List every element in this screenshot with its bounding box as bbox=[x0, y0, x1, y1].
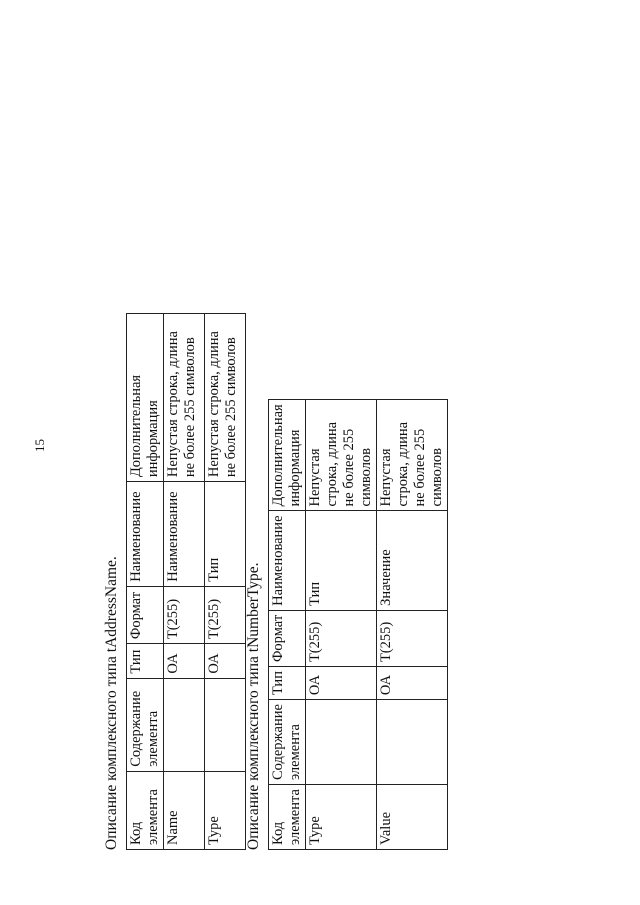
cell-name: Тип bbox=[205, 482, 246, 587]
cell-additional-info: Непустая строка, длина не более 255 символов bbox=[306, 400, 377, 511]
header-type: Тип bbox=[269, 667, 306, 700]
header-format: Формат bbox=[127, 586, 164, 643]
header-element-content: Содержание элемента bbox=[269, 700, 306, 785]
cell-element-code: Value bbox=[377, 785, 448, 850]
page-number: 15 bbox=[32, 439, 47, 452]
table-row bbox=[306, 400, 377, 850]
cell-type: ОА bbox=[164, 644, 205, 679]
cell-name: Наименование bbox=[164, 482, 205, 587]
header-name: Наименование bbox=[269, 511, 306, 610]
cell-format: T(255) bbox=[377, 610, 448, 666]
cell-additional-info: Непустая строка, длина не более 255 символов bbox=[205, 314, 246, 482]
table-header-row bbox=[269, 400, 306, 850]
table-caption: Описание комплексного типа tAddressName. bbox=[103, 556, 120, 850]
cell-name: Тип bbox=[306, 511, 377, 610]
table-block-address-name bbox=[103, 313, 246, 850]
header-name: Наименование bbox=[127, 482, 164, 587]
table-row bbox=[205, 314, 246, 850]
header-additional-info: Дополнительная информация bbox=[269, 400, 306, 511]
cell-format: T(255) bbox=[205, 586, 246, 643]
cell-element-content bbox=[205, 678, 246, 771]
cell-format: T(255) bbox=[164, 586, 205, 643]
cell-element-code: Name bbox=[164, 771, 205, 849]
table-header-row bbox=[127, 314, 164, 850]
header-element-code: Код элемента bbox=[127, 771, 164, 849]
header-additional-info: Дополнительная информация bbox=[127, 314, 164, 482]
cell-element-code: Type bbox=[205, 771, 246, 849]
header-format: Формат bbox=[269, 610, 306, 666]
table-block-number-type bbox=[245, 399, 448, 850]
table-caption: Описание комплексного типа tNumberType. bbox=[245, 562, 262, 850]
cell-element-content bbox=[164, 678, 205, 771]
cell-type: ОА bbox=[306, 667, 377, 700]
header-element-code: Код элемента bbox=[269, 785, 306, 850]
cell-format: T(255) bbox=[306, 610, 377, 666]
cell-additional-info: Непустая строка, длина не более 255 символов bbox=[164, 314, 205, 482]
header-element-content: Содержание элемента bbox=[127, 678, 164, 771]
cell-element-content bbox=[306, 700, 377, 785]
cell-type: ОА bbox=[205, 644, 246, 679]
spec-table-address-name bbox=[126, 313, 246, 850]
table-row bbox=[377, 400, 448, 850]
cell-element-content bbox=[377, 700, 448, 785]
cell-name: Значение bbox=[377, 511, 448, 610]
cell-element-code: Type bbox=[306, 785, 377, 850]
cell-additional-info: Непустая строка, длина не более 255 символов bbox=[377, 400, 448, 511]
header-type: Тип bbox=[127, 644, 164, 679]
cell-type: ОА bbox=[377, 667, 448, 700]
spec-table-number-type bbox=[268, 399, 448, 850]
table-row bbox=[164, 314, 205, 850]
